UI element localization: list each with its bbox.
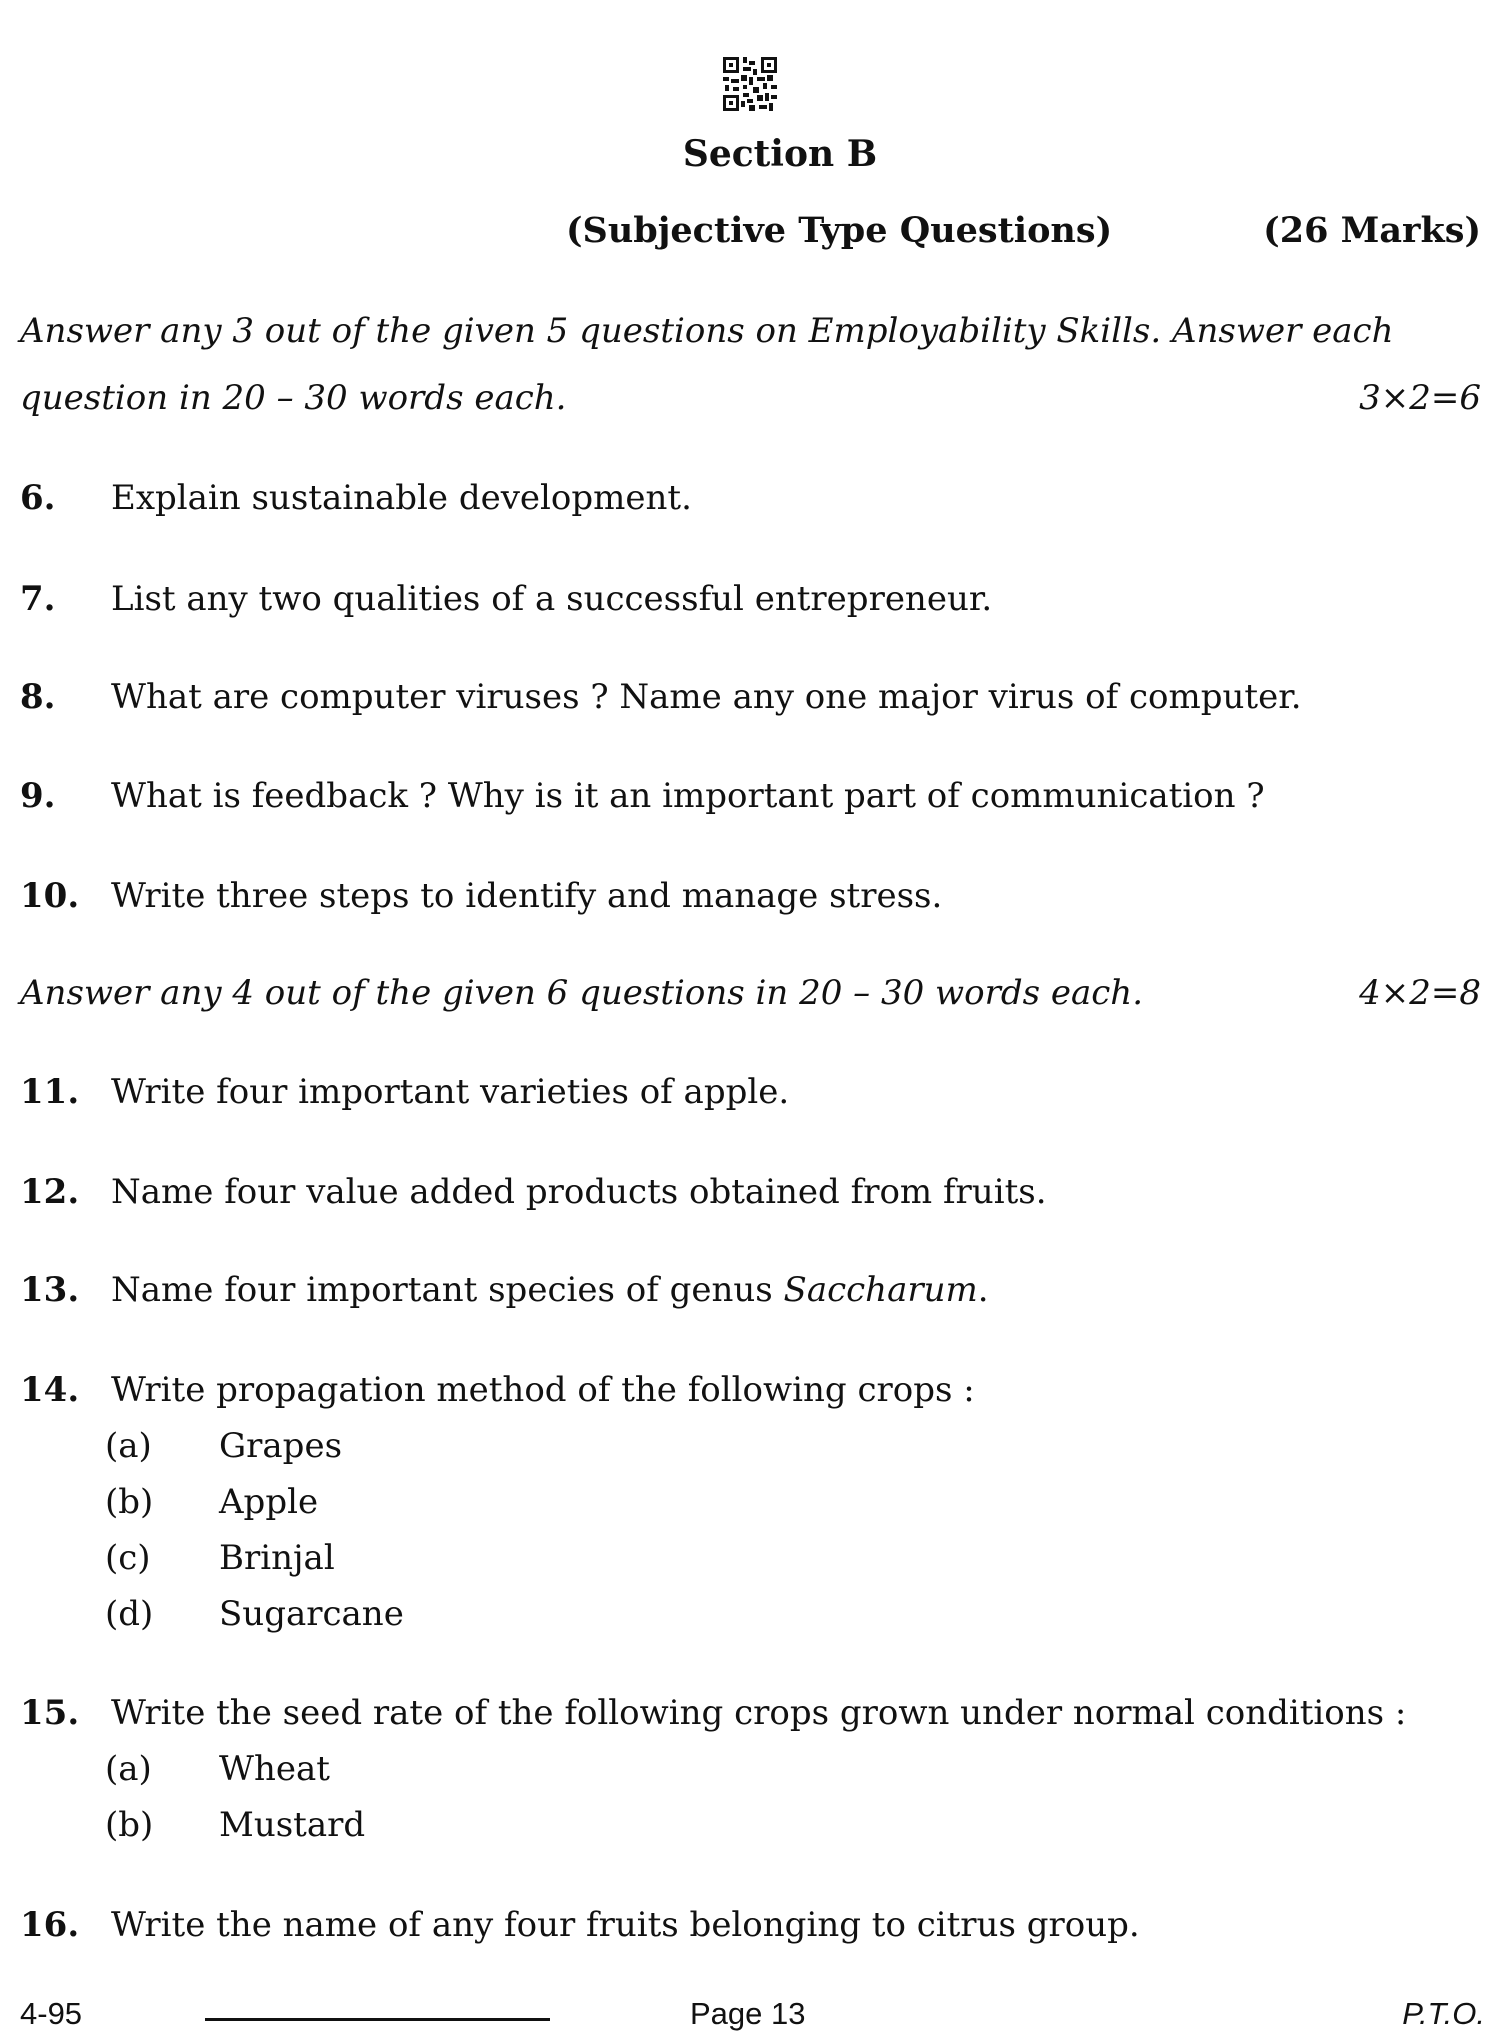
- option-text: Sugarcane: [219, 1594, 404, 1634]
- question-number: 14.: [20, 1370, 80, 1410]
- marks-part1: 3×2=6: [1359, 378, 1481, 418]
- question-number: 8.: [20, 677, 56, 717]
- question-number: 16.: [20, 1905, 80, 1945]
- question-number: 12.: [20, 1172, 80, 1212]
- question-text-end: .: [977, 1270, 989, 1310]
- option-text: Mustard: [219, 1805, 366, 1845]
- marks-part2: 4×2=8: [1359, 973, 1481, 1013]
- page-number: Page 13: [690, 1996, 806, 2031]
- option-label: (b): [105, 1482, 154, 1522]
- please-turn-over: P.T.O.: [1402, 1996, 1485, 2031]
- question-number: 9.: [20, 776, 56, 816]
- question-text: [111, 1267, 989, 1313]
- option-label: (d): [105, 1594, 154, 1634]
- question-text: Write the seed rate of the following crops grown under normal conditions :: [111, 1693, 1407, 1733]
- option-label: (a): [105, 1749, 152, 1789]
- qr-code-icon: [723, 57, 777, 111]
- instruction-part1-line1: Answer any 3 out of the given 5 questions on Employability Skills. Answer each: [20, 311, 1394, 351]
- question-text: List any two qualities of a successful entrepreneur.: [111, 579, 993, 619]
- option-text: Grapes: [219, 1426, 343, 1466]
- question-text: Name four value added products obtained from fruits.: [111, 1172, 1047, 1212]
- footer-divider: [205, 2018, 550, 2021]
- question-number: 13.: [20, 1270, 80, 1310]
- question-text: What is feedback ? Why is it an important part of communication ?: [111, 776, 1265, 816]
- question-number: 10.: [20, 876, 80, 916]
- section-subtitle: (Subjective Type Questions): [566, 210, 1113, 251]
- question-number: 15.: [20, 1693, 80, 1733]
- option-text: Wheat: [219, 1749, 330, 1789]
- question-text: Write three steps to identify and manage stress.: [111, 876, 943, 916]
- question-number: 11.: [20, 1072, 80, 1112]
- option-label: (c): [105, 1538, 151, 1578]
- question-text: Write propagation method of the following crops :: [111, 1370, 975, 1410]
- question-number: 6.: [20, 478, 56, 518]
- option-text: Apple: [219, 1482, 319, 1522]
- genus-name: Saccharum: [783, 1270, 978, 1310]
- section-total-marks: (26 Marks): [1263, 210, 1481, 251]
- instruction-part2: Answer any 4 out of the given 6 questions in 20 – 30 words each.: [20, 973, 1144, 1013]
- question-text: What are computer viruses ? Name any one major virus of computer.: [111, 677, 1302, 717]
- question-text-main: Name four important species of genus: [111, 1270, 784, 1310]
- paper-code: 4-95: [20, 1996, 83, 2031]
- question-text: Write four important varieties of apple.: [111, 1072, 790, 1112]
- option-label: (b): [105, 1805, 154, 1845]
- instruction-part2-row: [20, 970, 1481, 1016]
- option-label: (a): [105, 1426, 152, 1466]
- instruction-part1-line2-row: [20, 375, 1481, 421]
- section-title: Section B: [682, 133, 878, 175]
- question-number: 7.: [20, 579, 56, 619]
- option-text: Brinjal: [219, 1538, 335, 1578]
- instruction-part1-line2: question in 20 – 30 words each.: [20, 378, 567, 418]
- question-text: Write the name of any four fruits belonging to citrus group.: [111, 1905, 1140, 1945]
- question-text: Explain sustainable development.: [111, 478, 692, 518]
